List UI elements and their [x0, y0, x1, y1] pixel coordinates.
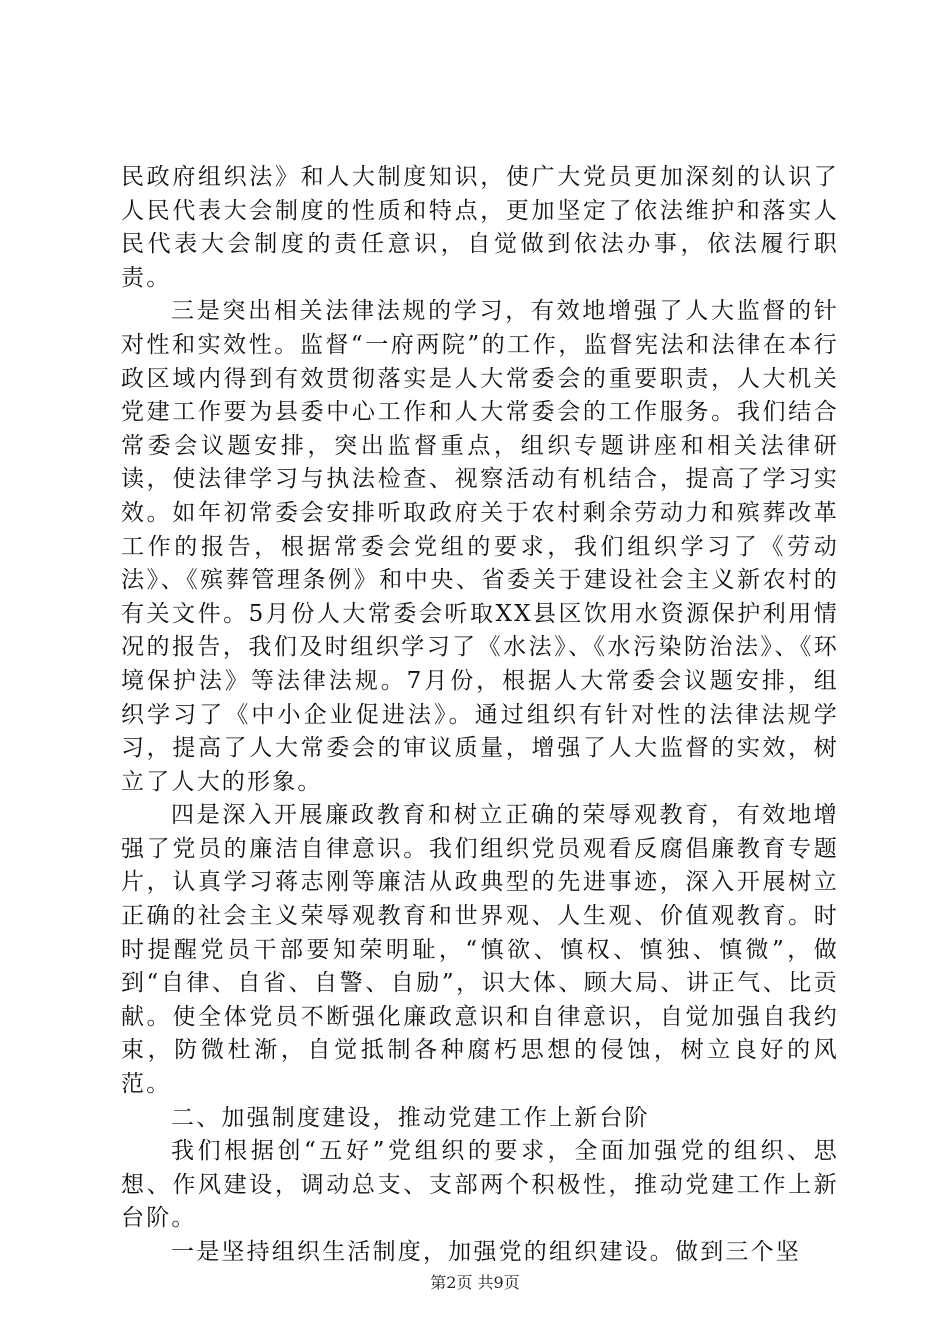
paragraph-2: 三是突出相关法律法规的学习，有效地增强了人大监督的针对性和实效性。监督“一府两院”的工作，监督宪法和法律在本行政区域内得到有效贯彻落实是人大常委会的重要职责，人大机关党建工作要为县委中心工作和人大常委会的工作服务。我们结合常委会议题安排，突出监督重点，组织专题讲座和相关法律研读，使法律学习与执法检查、视察活动有机结合，提高了学习实效。如年初常委会安排听取政府关于农村剩余劳动力和殡葬改革工作的报告，根据常委会党组的要求，我们组织学习了《劳动法》、《殡葬管理条例》和中央、省委关于建设社会主义新农村的有关文件。5月份人大常委会听取XX县区饮用水资源保护利用情况的报告，我们及时组织学习了《水法》、《水污染防治法》、《环境保护法》等法律法规。7月份，根据人大常委会议题安排，组织学习了《中小企业促进法》。通过组织有针对性的法律法规学习，提高了人大常委会的审议质量，增强了人大监督的实效，树立了人大的形象。 [121, 298, 839, 795]
paragraph-3: 四是深入开展廉政教育和树立正确的荣辱观教育，有效地增强了党员的廉洁自律意识。我们组织党员观看反腐倡廉教育专题片，认真学习蒋志刚等廉洁从政典型的先进事迹，深入开展树立正确的社会主义荣辱观教育和世界观、人生观、价值观教育。时时提醒党员干部要知荣明耻，“慎欲、慎权、慎独、慎微”，做到“自律、自省、自警、自励”，识大体、顾大局、讲正气、比贡献。使全体党员不断强化廉政意识和自律意识，自觉加强自我约束，防微杜渐，自觉抵制各种腐朽思想的侵蚀，树立良好的风范。 [121, 802, 839, 1098]
paragraph-5: 一是坚持组织生活制度，加强党的组织建设。做到三个坚 [171, 1239, 801, 1265]
paragraph-1: 民政府组织法》和人大制度知识，使广大党员更加深刻的认识了人民代表大会制度的性质和特点，更加坚定了依法维护和落实人民代表大会制度的责任意识，自觉做到依法办事，依法履行职责。 [121, 164, 839, 291]
page-footer [0, 1273, 950, 1293]
paragraph-4: 我们根据创“五好”党组织的要求，全面加强党的组织、思想、作风建设，调动总支、支部两个积极性，推动党建工作上新台阶。 [121, 1138, 839, 1232]
page-number-label: 第2页 共9页 [430, 1273, 520, 1292]
document-body [121, 161, 839, 1270]
section-heading: 二、加强制度建设，推动党建工作上新台阶 [171, 1104, 650, 1131]
